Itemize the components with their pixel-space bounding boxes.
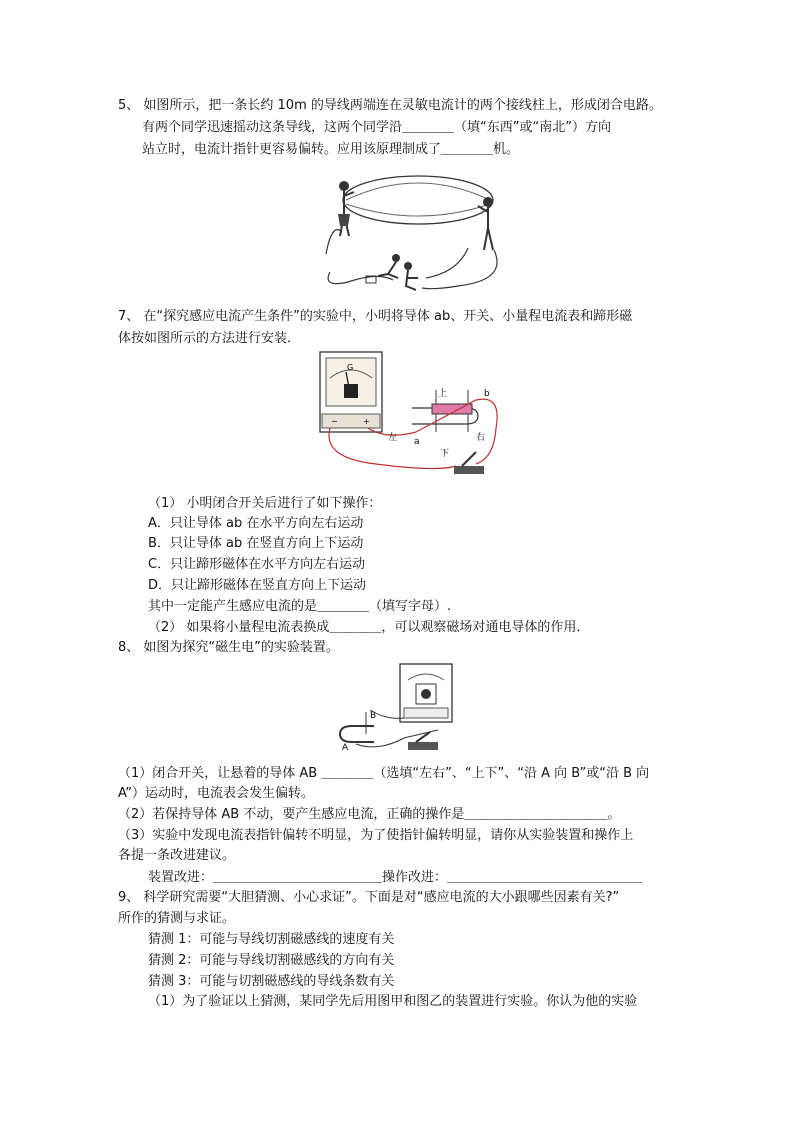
q8-line1: 8、 如图为探究“磁生电”的实验装置。 bbox=[118, 640, 339, 655]
q7-option-c: C．只让蹄形磁体在水平方向左右运动 bbox=[148, 557, 366, 572]
q7-option-a: A．只让导体 ab 在水平方向左右运动 bbox=[148, 516, 364, 531]
q8-p3-line1: （3）实验中发现电流表指针偏转不明显，为了使指针偏转明显，请你从实验装置和操作上 bbox=[118, 828, 634, 843]
q5-line3: 站立时，电流计指针更容易偏转。应用该原理制成了＿＿＿＿机。 bbox=[142, 142, 520, 157]
q8-p3-blanks: 装置改进：＿＿＿＿＿＿＿＿＿＿＿＿＿操作改进：＿＿＿＿＿＿＿＿＿＿＿＿＿＿＿ bbox=[148, 870, 643, 885]
q5-line1: 5、 如图所示，把一条长约 10m 的导线两端连在灵敏电流计的两个接线柱上，形成闭合电路。 bbox=[118, 98, 662, 113]
minus-terminal-label: − bbox=[331, 417, 338, 426]
q9-p1: （1）为了验证以上猜测，某同学先后用图甲和图乙的装置进行实验。你认为他的实验 bbox=[148, 994, 638, 1009]
up-label: 上 bbox=[438, 389, 448, 399]
q7-answer-line: 其中一定能产生感应电流的是＿＿＿＿（填写字母）. bbox=[148, 599, 452, 614]
a-label: a bbox=[414, 437, 420, 447]
q9-guess2: 猜测 2：可能与导线切割磁感线的方向有关 bbox=[148, 953, 395, 968]
q8-p2: （2）若保持导体 AB 不动，要产生感应电流，正确的操作是＿＿＿＿＿＿＿＿＿＿＿。 bbox=[118, 807, 621, 822]
q8-p1-line1: （1）闭合开关，让悬着的导体 AB ＿＿＿＿（选填“左右”、“上下”、“沿 A 向 B”或“沿 B 向 bbox=[118, 766, 650, 781]
q7-sub1: （1） 小明闭合开关后进行了如下操作： bbox=[148, 496, 382, 511]
ammeter-magnet-apparatus-figure bbox=[316, 348, 502, 488]
q8-p1-line2: A”）运动时，电流表会发生偏转。 bbox=[118, 786, 315, 801]
galvanometer-g-label: G bbox=[347, 363, 354, 372]
q5-line2: 有两个同学迅速摇动这条导线，这两个同学沿＿＿＿＿（填“东西”或“南北”）方向 bbox=[142, 120, 611, 135]
plus-terminal-label: + bbox=[363, 417, 370, 426]
left-label: 左 bbox=[388, 433, 398, 443]
q7-line2: 体按如图所示的方法进行安装． bbox=[118, 331, 301, 346]
q7-option-d: D．只让蹄形磁体在竖直方向上下运动 bbox=[148, 578, 367, 593]
q9-line2: 所作的猜测与求证。 bbox=[118, 911, 236, 926]
q7-line1: 7、 在“探究感应电流产生条件”的实验中，小明将导体 ab、开关、小量程电流表和蹄形磁 bbox=[118, 309, 633, 324]
q7-sub2: （2） 如果将小量程电流表换成＿＿＿＿，可以观察磁场对通电导体的作用． bbox=[148, 620, 590, 635]
right-label: 右 bbox=[476, 433, 486, 443]
b-point-label: B bbox=[370, 711, 377, 721]
magnetism-generates-electricity-figure bbox=[338, 660, 458, 756]
q9-line1: 9、 科学研究需要“大胆猜测、小心求证”。下面是对“感应电流的大小跟哪些因素有关?” bbox=[118, 890, 620, 905]
q9-guess1: 猜测 1：可能与导线切割磁感线的速度有关 bbox=[148, 932, 395, 947]
q8-p3-line2: 各提一条改进建议。 bbox=[118, 848, 236, 863]
b-label: b bbox=[484, 389, 490, 399]
rope-swinging-illustration bbox=[318, 162, 518, 302]
q7-option-b: B．只让导体 ab 在竖直方向上下运动 bbox=[148, 536, 364, 551]
down-label: 下 bbox=[440, 449, 450, 459]
a-point-label: A bbox=[342, 743, 349, 753]
q9-guess3: 猜测 3：可能与切割磁感线的导线条数有关 bbox=[148, 974, 395, 989]
